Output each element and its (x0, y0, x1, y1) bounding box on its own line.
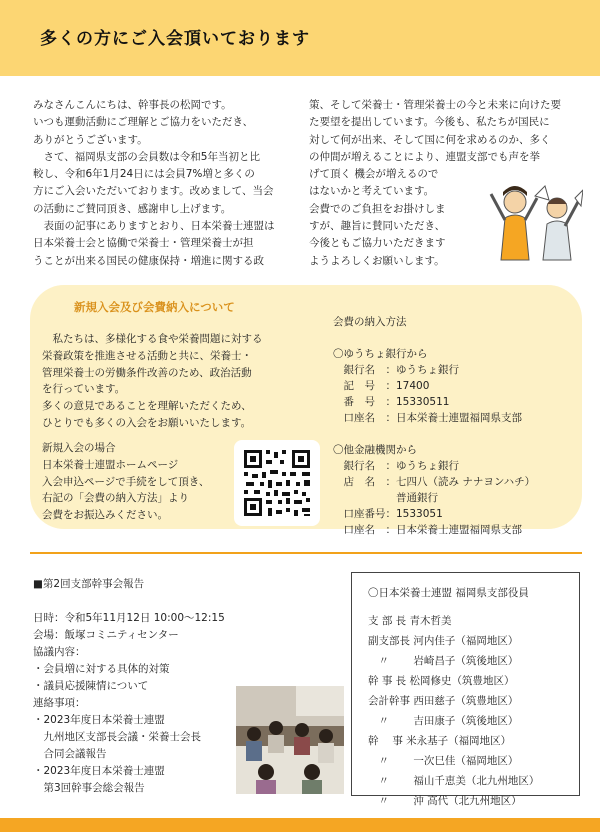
new-member-line: 日本栄養士連盟ホームページ (42, 458, 179, 471)
intro-line: げて頂く 機会が増えるので (309, 168, 439, 181)
meeting-photo (236, 686, 344, 794)
report-line: 連絡事項： (33, 697, 86, 709)
membership-line: ひとりでも多くの入会をお願いいたします。 (42, 416, 252, 429)
officer-line: 〃 一次巳佳（福岡地区） (368, 755, 519, 767)
new-member-line: 会費をお振込みください。 (42, 509, 168, 522)
payment-line: 〇ゆうちょ銀行から (333, 348, 428, 360)
new-member-line: 右記の「会費の納入方法」より (42, 492, 189, 505)
payment-line (333, 330, 535, 346)
officer-line: 副支部長 河内佳子（福岡地区） (368, 635, 519, 647)
officer-line: 幹 事 米永基子（福岡地区） (368, 735, 512, 747)
officer-line: 会計幹事 西田慈子（筑豊地区） (368, 695, 519, 707)
officer-line: 〃 岩崎昌子（筑後地区） (368, 655, 519, 667)
intro-line: 表面の記事にありますとおり、日本栄養士連盟は (33, 220, 275, 233)
membership-qr-code[interactable] (234, 440, 320, 526)
report-line: 合同会議報告 (33, 748, 107, 760)
payment-line: 番 号 ：15330511 (333, 396, 450, 408)
intro-line: はないかと考えています。 (309, 185, 435, 198)
officers-list (368, 583, 539, 811)
payment-line: 口座番号：1533051 (333, 508, 443, 520)
report-line: 日時：令和5年11月12日 10:00〜12:15 (33, 612, 225, 624)
page-title: 多くの方にご入会頂いております (40, 29, 310, 49)
payment-line: 店 名 ：七四八（読み ナナヨンハチ） (333, 476, 536, 488)
payment-line: 銀行名 ：ゆうちょ銀行 (333, 460, 459, 472)
officer-line: 〃 吉田康子（筑後地区） (368, 715, 519, 727)
intro-line: さて、福岡県支部の会員数は令和5年当初と比 (33, 150, 260, 163)
payment-line: 記 号 ：17400 (333, 380, 430, 392)
intro-line: 今後ともご協力いただきます (309, 237, 446, 250)
new-member-line: 入会申込ページで手続をして頂き、 (42, 475, 210, 488)
intro-line: 対して何が出来、そして国に何を求めるのか、多く (309, 133, 551, 146)
report-line: ・2023年度日本栄養士連盟 (33, 765, 165, 777)
payment-heading: 会費の納入方法 (333, 316, 407, 328)
meeting-report (33, 576, 225, 797)
payment-line: 口座名 ：日本栄養士連盟福岡県支部 (333, 524, 522, 536)
intro-line: 方にご入会いただいております。改めまして、当会 (33, 185, 274, 198)
payment-line: 銀行名 ：ゆうちょ銀行 (333, 364, 459, 376)
intro-line: みなさんこんにちは、幹事長の松岡です。 (33, 99, 232, 111)
new-member-line: 新規入会の場合 (42, 442, 116, 454)
membership-line: 栄養政策を推進させる活動と共に、栄養士・ (42, 349, 252, 362)
membership-line: 私たちは、多様化する食や栄養問題に対する (42, 333, 263, 345)
report-line: 協議内容： (33, 646, 86, 658)
report-line: ・議員応援陳情について (33, 680, 149, 692)
cheering-people-illustration (485, 172, 583, 262)
intro-line: の仲間が増えることにより、連盟支部でも声を挙 (309, 150, 540, 163)
report-line: 会場：飯塚コミニティセンター (33, 629, 179, 641)
officer-line: 支 部 長 青木哲美 (368, 615, 452, 627)
membership-line: を行っています。 (42, 383, 126, 396)
intro-line: ありがとうございます。 (33, 133, 148, 146)
page-footer-band (0, 818, 600, 832)
section-divider (30, 552, 582, 554)
intro-line: うことが出来る国民の健康保持・増進に関する政 (33, 254, 264, 267)
intro-line: 会費でのご負担をお掛けしま (309, 202, 446, 215)
qr-code-icon (234, 440, 320, 526)
intro-line: すが、趣旨に賛同いただき、 (309, 220, 446, 233)
intro-line: 較し、令和6年1月24日には会員7%増と多くの (33, 168, 255, 181)
officer-line (368, 603, 539, 611)
payment-line: 普通銀行 (333, 492, 438, 504)
officer-line: 幹 事 長 松岡修史（筑豊地区） (368, 675, 515, 687)
intro-left-column (33, 97, 275, 270)
membership-line: 管理栄養士の労働条件改善のため、政治活動 (42, 366, 252, 379)
payment-line (333, 426, 535, 442)
membership-title: 新規入会及び会費納入について (74, 300, 235, 314)
intro-line: 策、そして栄養士・管理栄養士の今と未来に向けた要 (309, 99, 561, 111)
membership-line: 多くの意見であることを理解いただくため、 (42, 400, 252, 413)
payment-line: 〇他金融機関から (333, 444, 417, 456)
officer-line: 〃 福山千恵美（北九州地区） (368, 775, 540, 787)
report-line: ・2023年度日本栄養士連盟 (33, 714, 165, 726)
report-line: ■第2回支部幹事会報告 (33, 578, 145, 590)
report-line (33, 593, 225, 610)
intro-line: ようよろしくお願いします。 (309, 254, 445, 267)
intro-line: た要望を提出しています。今後も、私たちが国民に (309, 116, 550, 129)
payment-method (333, 314, 535, 538)
intro-line: 日本栄養士会と協働で栄養士・管理栄養士が担 (33, 237, 254, 250)
report-line: 九州地区支部長会議・栄養士会長 (33, 731, 201, 743)
officers-heading: 〇日本栄養士連盟 福岡県支部役員 (368, 587, 529, 599)
new-member-instructions (42, 440, 209, 524)
officer-line: 〃 沖 高代（北九州地区） (368, 795, 522, 807)
report-line: 第3回幹事会総会報告 (33, 782, 145, 794)
intro-line: の活動にご賛同頂き、感謝申し上げます。 (33, 202, 232, 215)
membership-body (42, 331, 263, 432)
intro-line: いつも運動活動にご理解とご協力をいただき、 (33, 116, 254, 129)
report-line: ・会員増に対する具体的対策 (33, 663, 170, 675)
payment-line: 口座名 ：日本栄養士連盟福岡県支部 (333, 412, 522, 424)
